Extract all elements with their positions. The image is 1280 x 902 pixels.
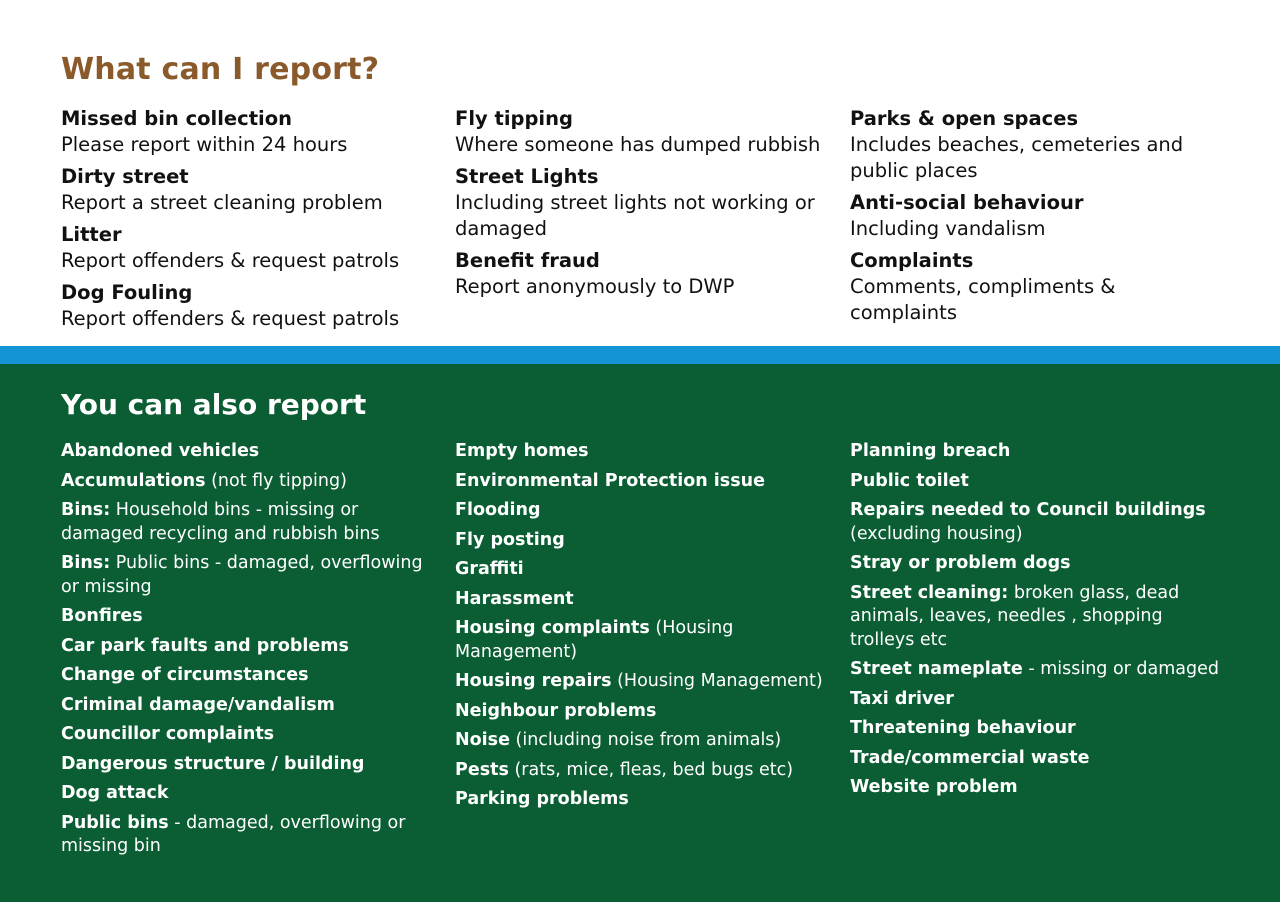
also-report-item (61, 782, 441, 806)
also-report-item-note: Household bins - missing or damaged recycling and rubbish bins (61, 500, 380, 544)
report-column-1 (61, 106, 431, 338)
also-report-item-note: (including noise from animals) (509, 730, 782, 750)
also-report-item-title: Car park faults and problems (61, 635, 349, 656)
also-report-item (455, 617, 835, 664)
report-item-description: Where someone has dumped rubbish (455, 133, 821, 156)
also-report-item (61, 470, 441, 494)
report-item (61, 280, 431, 332)
also-report-item (455, 588, 835, 612)
also-report-item-title: Planning breach (850, 441, 1011, 461)
also-report-item (455, 759, 835, 783)
also-report-item-title: Neighbour problems (455, 700, 657, 721)
also-report-item-title: Criminal damage/vandalism (61, 694, 335, 715)
also-report-item-title: Accumulations (61, 470, 206, 491)
also-report-item-title: Abandoned vehicles (61, 441, 260, 461)
report-item-description: Report offenders & request patrols (61, 307, 400, 330)
report-item (455, 248, 825, 300)
also-report-item-note: (rats, mice, fleas, bed bugs etc) (508, 759, 794, 780)
report-item (61, 106, 431, 158)
also-report-item-title: Dog attack (61, 783, 169, 803)
also-report-item-title: Bonfires (61, 606, 143, 626)
also-report-item (455, 670, 835, 694)
also-report-item (850, 717, 1230, 741)
also-report-item-title: Trade/commercial waste (850, 747, 1090, 768)
also-report-item-note: Public bins - damaged, overflowing or missing (61, 553, 423, 597)
also-report-item (850, 776, 1230, 800)
report-item-description: Report offenders & request patrols (61, 249, 400, 272)
also-report-item-title: Website problem (850, 777, 1018, 797)
also-report-item-title: Parking problems (455, 789, 629, 809)
also-report-item (61, 605, 441, 629)
what-can-i-report-section (0, 0, 1280, 346)
also-report-item-title: Graffiti (455, 559, 524, 579)
also-report-item-title: Flooding (455, 500, 541, 520)
also-report-item (850, 499, 1230, 546)
also-report-item-note: (Housing Management) (611, 671, 823, 691)
report-item-description: Includes beaches, cemeteries and public places (850, 133, 1184, 182)
also-report-item (850, 440, 1230, 464)
report-item (61, 222, 431, 274)
also-report-item-title: Housing complaints (455, 618, 650, 638)
also-report-item-title: Street nameplate (850, 659, 1023, 679)
also-report-item-title: Fly posting (455, 529, 565, 550)
report-item-title: Street Lights (455, 165, 599, 188)
also-report-item-title: Public bins (61, 812, 169, 833)
also-report-item-note: (not fly tipping) (205, 470, 347, 491)
also-report-item-title: Taxi driver (850, 688, 954, 709)
report-item-description: Report a street cleaning problem (61, 191, 383, 214)
report-item-title: Fly tipping (455, 107, 573, 130)
also-report-item (61, 552, 441, 599)
also-report-item (455, 529, 835, 553)
also-report-item (455, 700, 835, 724)
report-item (455, 164, 825, 242)
also-report-item (850, 747, 1230, 771)
also-report-item-title: Harassment (455, 588, 574, 609)
divider-stripe (0, 346, 1280, 364)
also-report-item-title: Dangerous structure / building (61, 753, 365, 774)
also-report-item (455, 440, 835, 464)
also-report-item (61, 723, 441, 747)
also-report-item (61, 694, 441, 718)
also-report-item-note: (Housing Management) (455, 618, 734, 662)
also-report-item-title: Empty homes (455, 441, 589, 461)
report-item-description: Please report within 24 hours (61, 133, 348, 156)
also-report-item-title: Councillor complaints (61, 724, 275, 744)
report-item (850, 190, 1220, 242)
also-report-item (850, 658, 1230, 682)
report-item-description: Comments, compliments & complaints (850, 275, 1116, 324)
report-item-title: Dirty street (61, 165, 189, 188)
also-report-column-1 (61, 440, 441, 865)
also-report-item (61, 499, 441, 546)
also-report-item (61, 635, 441, 659)
report-item-title: Parks & open spaces (850, 107, 1079, 130)
section-heading-what-can-i-report: What can I report? (61, 52, 380, 87)
also-report-item-title: Change of circumstances (61, 665, 309, 685)
also-report-item-title: Stray or problem dogs (850, 553, 1071, 573)
also-report-item-title: Street cleaning: (850, 582, 1009, 603)
also-report-item (455, 788, 835, 812)
report-item-title: Dog Fouling (61, 281, 193, 304)
report-column-2 (455, 106, 825, 306)
report-item (850, 248, 1220, 326)
also-report-item-note: broken glass, dead animals, leaves, needles , shopping trolleys etc (850, 582, 1180, 650)
report-item-title: Benefit fraud (455, 249, 600, 272)
also-report-item-title: Noise (455, 730, 510, 750)
also-report-item-note: - missing or damaged (1022, 659, 1220, 679)
also-report-column-3 (850, 440, 1230, 806)
report-item (455, 106, 825, 158)
also-report-item (61, 440, 441, 464)
also-report-item-title: Threatening behaviour (850, 718, 1076, 738)
also-report-item-note: - damaged, overflowing or missing bin (61, 812, 406, 856)
also-report-item-title: Housing repairs (455, 671, 612, 691)
also-report-item (850, 552, 1230, 576)
report-item (61, 164, 431, 216)
also-report-item (850, 470, 1230, 494)
also-report-item-title: Public toilet (850, 470, 969, 491)
also-report-item-title: Bins: (61, 553, 111, 573)
report-item (850, 106, 1220, 184)
also-report-item (850, 688, 1230, 712)
also-report-item (61, 812, 441, 859)
report-item-description: Including street lights not working or damaged (455, 191, 815, 240)
also-report-item-title: Bins: (61, 500, 111, 520)
report-item-title: Anti-social behaviour (850, 191, 1084, 214)
report-item-description: Including vandalism (850, 217, 1046, 240)
also-report-item (850, 582, 1230, 653)
also-report-item-note: (excluding housing) (850, 523, 1023, 544)
also-report-item (455, 499, 835, 523)
report-item-title: Missed bin collection (61, 107, 292, 130)
report-item-title: Complaints (850, 249, 974, 272)
also-report-item (455, 558, 835, 582)
report-item-description: Report anonymously to DWP (455, 275, 735, 298)
also-report-item (455, 729, 835, 753)
report-column-3 (850, 106, 1220, 332)
also-report-item (61, 664, 441, 688)
also-report-item-title: Pests (455, 759, 509, 780)
section-heading-also-report: You can also report (61, 388, 367, 421)
also-report-section (0, 364, 1280, 902)
also-report-item (61, 753, 441, 777)
also-report-item-title: Environmental Protection issue (455, 470, 765, 491)
also-report-item-title: Repairs needed to Council buildings (850, 500, 1206, 520)
also-report-column-2 (455, 440, 835, 818)
report-item-title: Litter (61, 223, 122, 246)
also-report-item (455, 470, 835, 494)
